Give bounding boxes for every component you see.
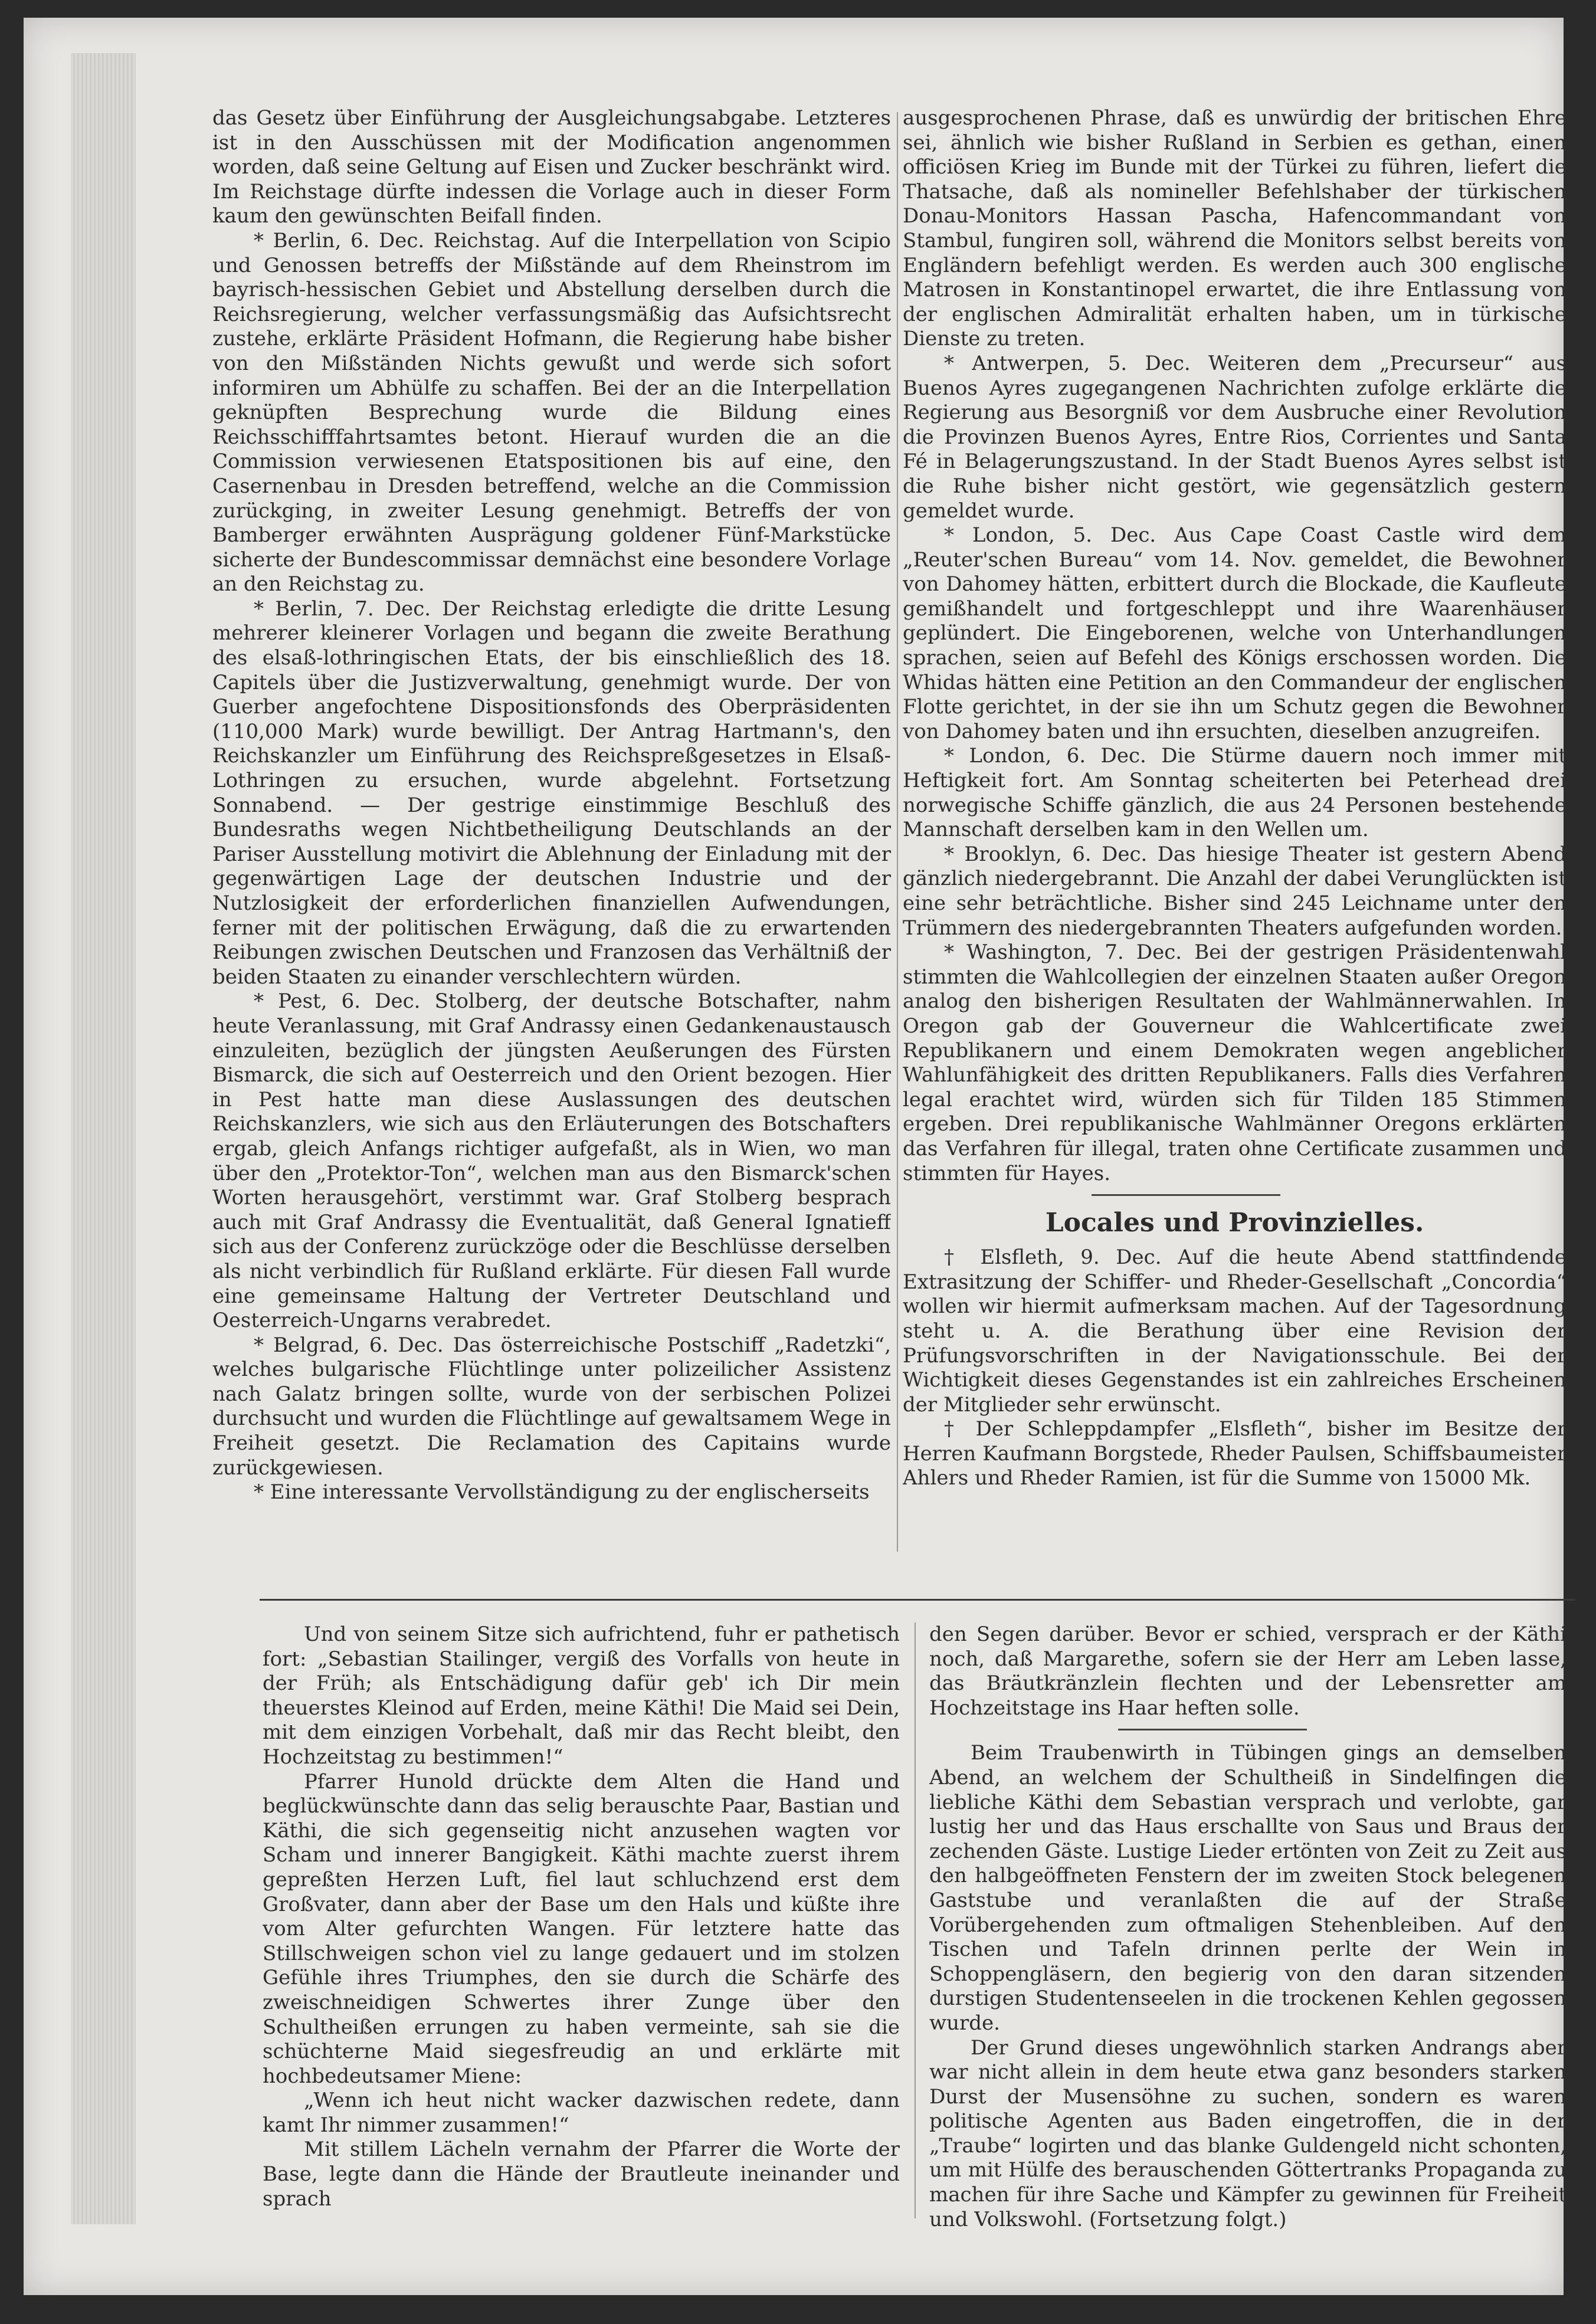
article-washington: * Washington, 7. Dec. Bei der gestrigen Präsidentenwahl stimmten die Wahlcollegien der einzelnen Staaten außer Oregon analog den bisherigen Resultaten der Wahlmännerwahlen. In Oregon gab der Gouverneur die Wahlcertificate zwei Republikanern und einem Demokraten wegen angeblicher Wahlunfähigkeit des dritten Republikaners. Falls dies Verfahren legal erachtet wird, würden sich für Tilden 185 Stimmen ergeben. Drei republikanische Wahlmänner Oregons erklärten das Verfahren für illegal, traten ohne Certificate zusammen und stimmten für Hayes. [903,940,1566,1185]
feuilleton-paragraph: Beim Traubenwirth in Tübingen gings an demselben Abend, an welchem der Schultheiß in Sindelfingen die liebliche Käthi dem Sebastian versprach und verlobte, gar lustig her und das Haus erschallte von Saus und Braus der zechenden Gäste. Lustige Lieder ertönten von Zeit zu Zeit aus den halbgeöffneten Fenstern der im zweiten Stock belegenen Gaststube und veranlaßten die auf der Straße Vorübergehenden zum oftmaligen Stehenbleiben. Auf den Tischen und Tafeln drinnen perlte der Wein in Schoppengläsern, den begierig von den daran sitzenden durstigen Studentenseelen in die trockenen Kehlen gegossen wurde. [929,1741,1566,2035]
article-berlin-6dec: * Berlin, 6. Dec. Reichstag. Auf die Interpellation von Scipio und Genossen betreffs der Mißstände auf dem Rheinstrom im bayrisch-hessischen Gebiet und Abstellung derselben durch die Reichsregierung, welcher verfassungsmäßig das Aufsichtsrecht zustehe, erklärte Präsident Hofmann, die Regierung habe bisher von den Mißständen Nichts gewußt und werde sich sofort informiren um Abhülfe zu schaffen. Bei der an die Interpellation geknüpften Besprechung wurde die Bildung eines Reichsschifffahrtsamtes betont. Hierauf wurden die an die Commission verwiesenen Etatspositionen bis auf eine, den Casernenbau in Dresden betreffend, welche an die Commission zurückging, in zweiter Lesung genehmigt. Betreffs der von Bamberger erwähnten Ausprägung goldener Fünf-Markstücke sicherte der Bundescommissar demnächst eine besondere Vorlage an den Reichstag zu. [212,228,891,596]
feuilleton-small-rule [1118,1729,1307,1730]
news-column-right [903,106,1566,1558]
article-berlin-7dec: * Berlin, 7. Dec. Der Reichstag erledigte die dritte Lesung mehrerer kleinerer Vorlagen und begann die zweite Berathung des elsaß-lothringischen Etats, der bis einschließlich des 18. Capitels über die Justizverwaltung, genehmigt wurde. Der von Guerber angefochtene Dispositionsfonds des Oberpräsidenten (110,000 Mark) wurde bewilligt. Der Antrag Hartmann's, den Reichskanzler um Einführung des Reichspreßgesetzes in Elsaß-Lothringen zu ersuchen, wurde abgelehnt. Fortsetzung Sonnabend. — Der gestrige einstimmige Beschluß des Bundesraths wegen Nichtbetheiligung Deutschlands an der Pariser Ausstellung motivirt die Ablehnung der Einladung mit der gegenwärtigen Lage der deutschen Industrie und der Nutzlosigkeit der erforderlichen finanziellen Aufwendungen, ferner mit der politischen Erwägung, daß die zu erwartenden Reibungen zwischen Deutschen und Franzosen das Verhältniß der beiden Staaten zu einander verschlechtern würden. [212,596,891,989]
feuilleton-paragraph: Pfarrer Hunold drückte dem Alten die Hand und beglückwünschte dann das selig berauschte Paar, Bastian und Käthi, die sich gegenseitig nicht anzusehen wagten vor Scham und innerer Bangigkeit. Käthi machte zuerst ihrem gepreßten Herzen Luft, fiel laut schluchzend erst dem Großvater, dann aber der Base um den Hals und küßte ihre vom Alter gefurchten Wangen. Für letztere hatte das Stillschweigen schon viel zu lange gedauert und im stolzen Gefühle ihres Triumphes, den sie durch die Schärfe des zweischneidigen Schwertes ihrer Zunge über den Schultheißen errungen zu haben vermeinte, sah sie die schüchterne Maid siegesfreudig an und erklärte mit hochbedeutsamer Miene: [263,1769,900,2088]
feuilleton-column-right [929,1622,1566,2230]
feuilleton-rule [260,1599,1575,1601]
article-brooklyn: * Brooklyn, 6. Dec. Das hiesige Theater ist gestern Abend gänzlich niedergebrannt. Die Anzahl der dabei Verunglückten ist eine sehr beträchtliche. Bisher sind 245 Leichname unter den Trümmern des niedergebrannten Theaters aufgefunden worden. [903,842,1566,940]
article-continuation: ausgesprochenen Phrase, daß es unwürdig der britischen Ehre sei, ähnlich wie bisher Rußland in Serbien es gethan, einen officiösen Krieg im Bunde mit der Türkei zu führen, liefert die Thatsache, daß als nomineller Befehlshaber der türkischen Donau-Monitors Hassan Pascha, Hafencommandant von Stambul, fungiren soll, während die Monitors selbst bereits von Engländern befehligt werden. Es werden auch 300 englische Matrosen in Konstantinopel erwartet, die ihre Entlassung von der englischen Admiralität erhalten haben, um in türkische Dienste zu treten. [903,106,1566,351]
feuilleton-column-left [263,1622,900,2230]
article-english-phrase: * Eine interessante Vervollständigung zu der englischerseits [254,1480,870,1504]
feuilleton-paragraph: den Segen darüber. Bevor er schied, versprach er der Käthi noch, daß Margarethe, sofern sie der Herr am Leben lasse, das Bräutkränzlein flechten und der Lebensretter am Hochzeitstage ins Haar heften solle. [929,1622,1566,1720]
newspaper-page [24,18,1564,2295]
heading-rule [1092,1194,1280,1196]
feuilleton-paragraph: „Wenn ich heut nicht wacker dazwischen redete, dann kamt Ihr nimmer zusammen!“ [263,2089,900,2137]
news-column-left [212,106,891,1558]
feuilleton-paragraph: Und von seinem Sitze sich aufrichtend, fuhr er pathetisch fort: „Sebastian Stailinger, vergiß des Vorfalls von heute in der Früh; als Entschädigung dafür geb' ich Dir mein theuerstes Kleinod auf Erden, meine Käthi! Die Maid sei Dein, mit dem einzigen Vorbehalt, daß mir das Recht bleibt, den Hochzeitstag zu bestimmen!“ [263,1622,900,1769]
article-london-6dec: * London, 6. Dec. Die Stürme dauern noch immer mit Heftigkeit fort. Am Sonntag scheiterten bei Peterhead drei norwegische Schiffe gänzlich, die aus 24 Personen bestehende Mannschaft derselben kam in den Wellen um. [903,744,1566,842]
feuilleton-divider [915,1622,916,2218]
article-schleppdampfer: † Der Schleppdampfer „Elsfleth“, bisher im Besitze der Herren Kaufmann Borgstede, Rheder Paulsen, Schiffsbaumeister Ahlers und Rheder Ramien, ist für die Summe von 15000 Mk. [903,1417,1566,1490]
article-paragraph: das Gesetz über Einführung der Ausgleichungsabgabe. Letzteres ist in den Ausschüssen mit der Modification angenommen worden, daß seine Geltung auf Eisen und Zucker beschränkt wird. Im Reichstage dürfte indessen die Vorlage auch in dieser Form kaum den gewünschten Beifall finden. [212,106,891,228]
page-edge-shadow [71,53,136,2224]
feuilleton-paragraph: Der Grund dieses ungewöhnlich starken Andrangs aber war nicht allein in dem heute etwa ganz besonders starken Durst der Musensöhne zu suchen, sondern es waren politische Agenten aus Baden eingetroffen, die in der „Traube“ logirten und das blanke Guldengeld nicht schonten, um mit Hülfe des berauschenden Göttertranks Propaganda zu machen für ihre Sache und Kämpfer zu gewinnen für Freiheit und Volkswohl. (Fortsetzung folgt.) [929,2035,1566,2230]
article-pest: * Pest, 6. Dec. Stolberg, der deutsche Botschafter, nahm heute Veranlassung, mit Graf Andrassy einen Gedankenaustausch einzuleiten, bezüglich der jüngsten Aeußerungen des Fürsten Bismarck, die sich auf Oesterreich und den Orient bezogen. Hier in Pest hatte man diese Auslassungen des deutschen Reichskanzlers, wie sich aus den Erläuterungen des Botschafters ergab, gleich Anfangs richtiger aufgefaßt, als in Wien, wo man über den „Protektor-Ton“, welchen man aus den Bismarck'schen Worten herausgehört, verstimmt war. Graf Stolberg besprach auch mit Graf Andrassy die Eventualität, daß General Ignatieff sich aus der Conferenz zurückzöge oder die Beschlüsse derselben als nicht verbindlich für Rußland erklärte. Für diesen Fall wurde eine gemeinsame Haltung der Vertreter Deutschland und Oesterreich-Ungarns verabredet. [212,989,891,1333]
article-antwerpen: * Antwerpen, 5. Dec. Weiteren dem „Precurseur“ aus Buenos Ayres zugegangenen Nachrichten zufolge erklärte die Regierung aus Besorgniß vor dem Ausbruche einer Revolution die Provinzen Buenos Ayres, Entre Rios, Corrientes und Santa Fé in Belagerungszustand. In der Stadt Buenos Ayres selbst ist die Ruhe bisher nicht gestört, wie gegensätzlich gestern gemeldet wurde. [903,351,1566,523]
section-heading: Locales und Provinzielles. [1045,1208,1424,1238]
article-london-5dec: * London, 5. Dec. Aus Cape Coast Castle wird dem „Reuter'schen Bureau“ vom 14. Nov. gemeldet, die Bewohner von Dahomey hätten, erbittert durch die Blockade, die Kaufleute gemißhandelt und fortgeschleppt und ihre Waarenhäuser geplündert. Die Eingeborenen, welche von Unterhandlungen sprachen, seien auf Befehl des Königs erschossen worden. Die Whidas hätten eine Petition an den Commandeur der englischen Flotte gerichtet, in der sie ihn um Schutz gegen die Bewohner von Dahomey baten und ihn ersuchten, dieselben anzugreifen. [903,523,1566,743]
feuilleton-paragraph: Mit stillem Lächeln vernahm der Pfarrer die Worte der Base, legte dann die Hände der Brautleute ineinander und sprach [263,2138,900,2211]
article-elsfleth: † Elsfleth, 9. Dec. Auf die heute Abend stattfindende Extrasitzung der Schiffer- und Rheder-Gesellschaft „Concordia“ wollen wir hiermit aufmerksam machen. Auf der Tagesordnung steht u. A. die Berathung über eine Revision der Prüfungsvorschriften in der Navigationsschule. Bei der Wichtigkeit dieses Gegenstandes ist ein zahlreiches Erscheinen der Mitglieder sehr erwünscht. [903,1245,1566,1417]
column-divider [897,112,898,1552]
article-belgrad: * Belgrad, 6. Dec. Das österreichische Postschiff „Radetzki“, welches bulgarische Flüchtlinge unter polizeilicher Assistenz nach Galatz bringen sollte, wurde von der serbischen Polizei durchsucht und wurden die Flüchtlinge auf gewaltsamem Wege in Freiheit gesetzt. Die Reclamation des Capitains wurde zurückgewiesen. [212,1333,891,1480]
